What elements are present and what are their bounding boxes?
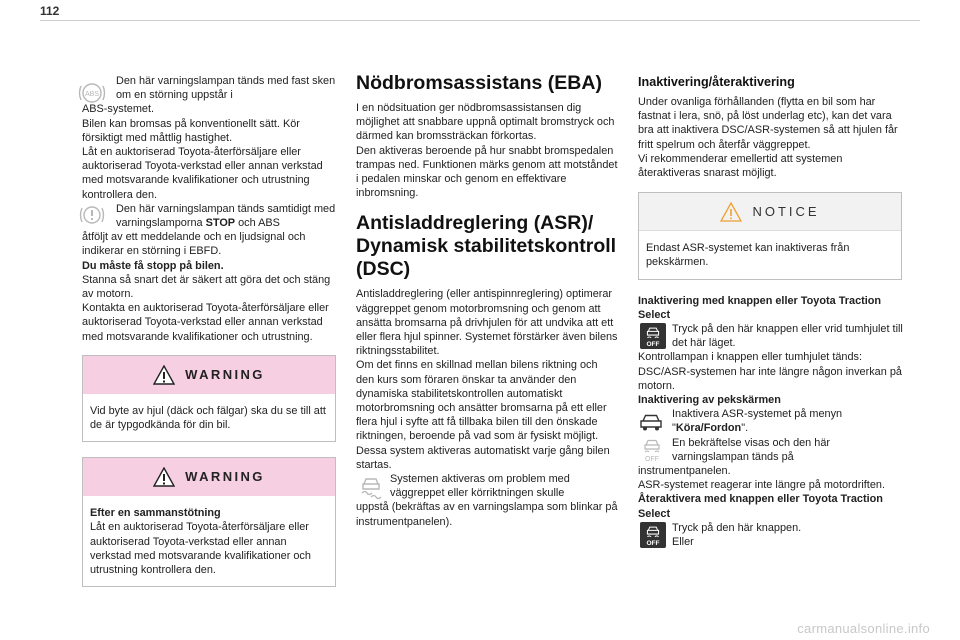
notice-title: NOTICE bbox=[752, 203, 820, 219]
notice-text: Endast ASR-systemet kan inaktiveras från pekskärmen. bbox=[646, 242, 850, 269]
warning-box-collision bbox=[82, 457, 336, 587]
ebfd-text-rest: åtföljt av ett meddelande och en ljudsignal och indikerar en störning i EBFD. bbox=[82, 231, 306, 258]
notice-box bbox=[638, 192, 902, 279]
ebfd-warning-paragraph bbox=[82, 202, 340, 230]
reactivate-or: Eller bbox=[672, 536, 694, 549]
deactivation-text-a: Under ovanliga förhållanden (flytta en bil som har fastnat i lera, snö, på löst underlag etc), kan det vara bra att inaktivera DSC/ASR-systemen så att hjulen får fritt spelrum och återfår väggreppet. bbox=[638, 96, 898, 151]
asr-heading-2: Dynamisk stabilitetskontroll bbox=[356, 235, 617, 258]
warning-title: WARNING bbox=[185, 469, 265, 485]
asr-text-b: Om det finns en skillnad mellan bilens riktning och den kurs som föraren önskar ta använder den dynamiska stabilitetskontrollen automatiskt motorbromsning och ansätter bromsarna på ett eller flera hjul i syfte att få tillbaka bilen till den önskade riktningen, beroende på vad som är fysiskt möjligt. bbox=[356, 359, 607, 443]
abs-warning-paragraph bbox=[82, 74, 340, 102]
deactivation-heading: Inaktivering/återaktivering bbox=[638, 75, 795, 89]
off-label: OFF bbox=[646, 341, 660, 349]
collision-heading: Efter en sammanstötning bbox=[90, 507, 221, 520]
vehicle-menu-icon bbox=[638, 410, 664, 436]
deactivate-button-heading: Inaktivering med knappen eller Toyota Traction Select bbox=[638, 294, 882, 321]
off-lamp-label: OFF bbox=[645, 455, 659, 463]
deactivate-button-head: Tryck på den här knappen eller vrid tumhjulet till det här läget. bbox=[672, 323, 903, 350]
esc-off-button-icon bbox=[638, 522, 668, 548]
warning-box-header bbox=[83, 458, 335, 496]
abs-icon-label: ABS bbox=[84, 91, 100, 98]
asr-heading-1: Antisladdreglering (ASR)/ bbox=[356, 212, 594, 235]
header-divider bbox=[40, 20, 920, 21]
eba-text-a: I en nödsituation ger nödbromsassistansen dig möjlighet att snabbare uppnå optimalt bromstryck och därmed kan bromssträckan förkortas. bbox=[356, 102, 615, 143]
deactivate-button-paragraph bbox=[638, 322, 904, 350]
touchscreen-heading: Inaktivering av pekskärmen bbox=[638, 394, 781, 407]
menu-name: Köra/Fordon bbox=[675, 422, 742, 435]
ebfd-text-b: och ABS bbox=[235, 217, 280, 230]
reactivate-heading: Återaktivera med knappen eller Toyota Traction Select bbox=[638, 493, 883, 520]
asr-active-head: Systemen aktiveras om problem med väggreppet eller körriktningen skulle bbox=[390, 473, 570, 500]
eba-heading: Nödbromsassistans (EBA) bbox=[356, 72, 602, 94]
deactivate-button-rest: Kontrollampan i knappen eller tumhjulet tänds: DSC/ASR-systemen har inte längre någon inverkan på motorn. bbox=[638, 351, 902, 392]
abs-text-check: Låt en auktoriserad Toyota-återförsäljare eller auktoriserad Toyota-verkstad eller annan verkstad med motsvarande kvalifikationer och utrustning kontrollera den. bbox=[82, 146, 323, 201]
warning-box-header bbox=[83, 356, 335, 394]
ebfd-text-a: Den här varningslampan tänds samtidigt med varningslamporna bbox=[116, 202, 336, 230]
abs-text-drive: Bilen kan bromsas på konventionellt sätt. Kör försiktigt med måttlig hastighet. bbox=[82, 117, 300, 144]
confirmation-head: En bekräftelse visas och den här varningslampan tänds på bbox=[672, 436, 831, 463]
confirmation-rest: instrumentpanelen. bbox=[638, 465, 731, 478]
warning-triangle-icon bbox=[153, 467, 175, 487]
touchscreen-text bbox=[672, 407, 904, 435]
contact-dealer-text: Kontakta en auktoriserad Toyota-återförsäljare eller auktoriserad Toyota-verkstad eller annan verkstad med motsvarande kvalifikationer och utrustning. bbox=[82, 302, 329, 343]
stop-engine-text: Stanna så snart det är säkert att göra det och stäng av motorn. bbox=[82, 273, 331, 301]
page-number: 112 bbox=[40, 4, 60, 18]
column-left bbox=[82, 74, 340, 587]
abs-text-rest: ABS-systemet. bbox=[82, 103, 155, 116]
warning-triangle-icon bbox=[153, 365, 175, 385]
asr-active-rest: uppstå (bekräftas av en varningslampa som blinkar på instrumentpanelen). bbox=[356, 501, 618, 528]
asr-active-paragraph bbox=[356, 472, 618, 500]
touchscreen-text-b: ". bbox=[741, 422, 749, 435]
reactivate-paragraph bbox=[638, 521, 904, 549]
brake-warning-lamp-icon bbox=[77, 202, 107, 228]
confirmation-paragraph bbox=[638, 436, 904, 464]
reactivate-head: Tryck på den här knappen. bbox=[672, 521, 802, 534]
stop-label: STOP bbox=[205, 217, 236, 230]
eba-text-b: Den aktiveras beroende på hur snabbt bromspedalen trampas ned. Funktionen märks genom att motståndet i pedalen minskar och genom en effektivare inbromsning. bbox=[356, 144, 618, 200]
warning-title: WARNING bbox=[185, 366, 265, 382]
must-stop-text: Du måste få stopp på bilen. bbox=[82, 259, 224, 272]
touchscreen-paragraph bbox=[638, 407, 904, 435]
asr-text-c: Dessa system aktiveras automatiskt varje gång bilen startas. bbox=[356, 444, 610, 471]
column-right bbox=[638, 74, 904, 549]
collision-text: Låt en auktoriserad Toyota-återförsäljare eller auktoriserad Toyota-verkstad eller annan verkstad med motsvarande kvalifikationer och utrustning kontrollera den. bbox=[90, 521, 311, 577]
abs-text-head: Den här varningslampan tänds med fast sken om en störning uppstår i bbox=[116, 75, 336, 102]
asr-text-a: Antisladdreglering (eller antispinnreglering) optimerar väggreppet genom motorbromsning och genom att ansätta bromsarna på drivhjulen för att undvika att ett eller flera hjul spinner. Systemet förstärker även bilens riktningsstabilitet. bbox=[356, 288, 618, 358]
asr-heading-3: (DSC) bbox=[356, 258, 411, 281]
column-middle bbox=[356, 72, 618, 529]
touchscreen-text-a: Inaktivera ASR-systemet på menyn " bbox=[672, 408, 843, 435]
skid-car-icon bbox=[358, 474, 384, 500]
notice-triangle-icon bbox=[720, 202, 742, 222]
asr-no-reaction-text: ASR-systemet reagerar inte längre på motordriften. bbox=[638, 479, 885, 492]
ebfd-text-head bbox=[116, 202, 340, 230]
warning-wheels-text: Vid byte av hjul (däck och fälgar) ska du se till att de är typgodkända för din bil. bbox=[90, 404, 326, 432]
deactivation-text-b: Vi rekommenderar emellertid att systemen återaktiveras snarast möjligt. bbox=[638, 152, 843, 180]
watermark: carmanualsonline.info bbox=[797, 621, 930, 636]
esc-off-button-icon bbox=[638, 323, 668, 349]
warning-box-wheels bbox=[82, 355, 336, 442]
abs-warning-lamp-icon bbox=[77, 80, 107, 106]
off-label: OFF bbox=[646, 540, 660, 548]
notice-box-header bbox=[639, 193, 901, 231]
esc-off-lamp-icon bbox=[640, 437, 664, 463]
